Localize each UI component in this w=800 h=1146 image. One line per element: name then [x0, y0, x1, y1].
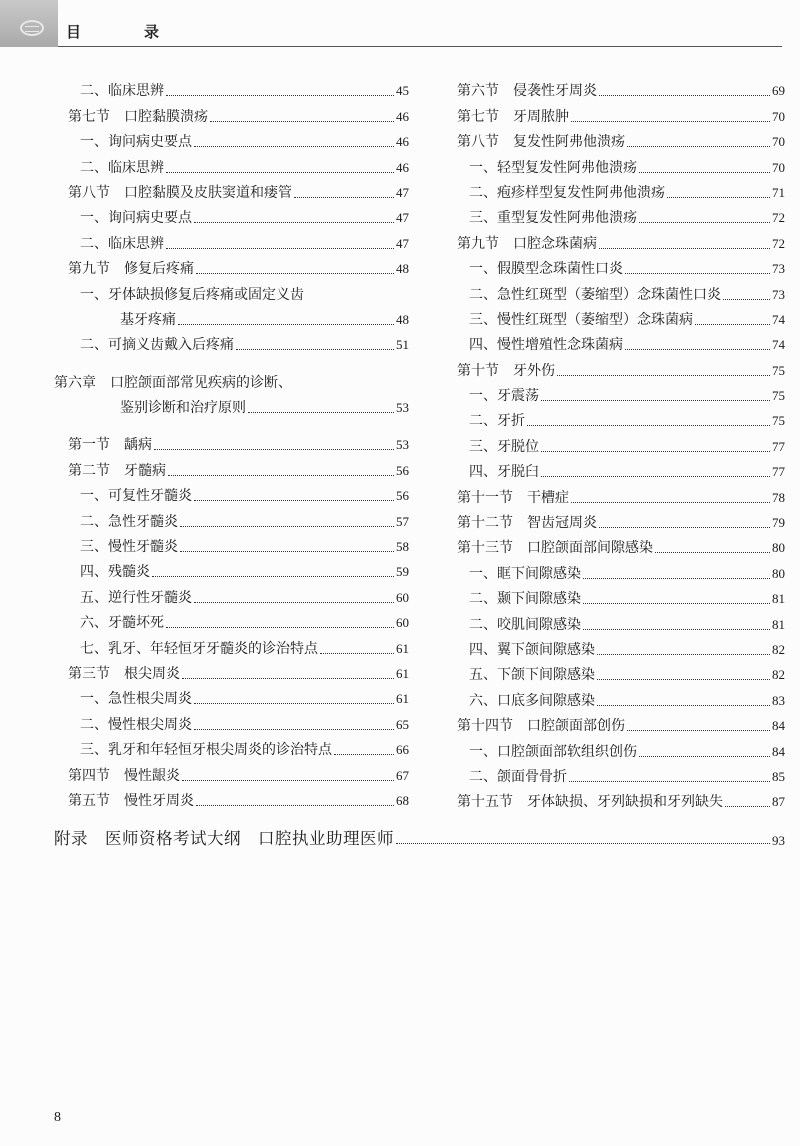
publisher-logo-icon [20, 20, 44, 36]
toc-entry[interactable] [54, 581, 409, 606]
toc-entry[interactable] [54, 151, 409, 176]
toc-entry[interactable] [54, 202, 409, 227]
toc-entry[interactable] [443, 151, 785, 176]
toc-entry[interactable] [54, 683, 409, 708]
toc-entry-page: 80 [772, 540, 785, 556]
toc-entry-title: 第九节 修复后疼痛 [68, 261, 194, 278]
toc-entry[interactable] [54, 632, 409, 657]
toc-leader-dots [599, 527, 770, 528]
toc-leader-dots [166, 627, 394, 628]
toc-entry-page: 67 [396, 767, 409, 783]
toc-entry[interactable] [443, 608, 785, 633]
toc-entry-title: 鉴别诊断和治疗原则 [120, 400, 246, 417]
toc-leader-dots [194, 146, 394, 147]
toc-entry-title: 一、询问病史要点 [80, 210, 192, 227]
toc-entry-title: 三、乳牙和年轻恒牙根尖周炎的诊治特点 [80, 742, 332, 759]
toc-entry-title: 第六章 口腔颌面部常见疾病的诊断、 [54, 374, 292, 391]
toc-entry[interactable] [443, 710, 785, 735]
toc-entry-title: 一、眶下间隙感染 [469, 565, 581, 582]
toc-leader-dots [294, 197, 394, 198]
toc-entry[interactable] [443, 557, 785, 582]
toc-entry-title: 第十二节 智齿冠周炎 [457, 515, 597, 532]
toc-entry[interactable] [54, 785, 409, 810]
header-band [0, 0, 58, 47]
page-header [0, 0, 800, 50]
toc-appendix-entry[interactable] [54, 825, 785, 849]
toc-entry[interactable] [54, 304, 409, 329]
toc-entry-page: 74 [772, 337, 785, 353]
toc-entry-title: 三、重型复发性阿弗他溃疡 [469, 210, 637, 227]
toc-leader-dots [639, 756, 770, 757]
toc-entry-title: 三、慢性红斑型（萎缩型）念珠菌病 [469, 311, 693, 328]
toc-entry-title: 附录 医师资格考试大纲 口腔执业助理医师 [54, 829, 394, 848]
toc-gap [54, 354, 409, 366]
toc-leader-dots [667, 197, 770, 198]
toc-entry-title: 第五节 慢性牙周炎 [68, 792, 194, 809]
toc-entry-title: 一、假膜型念珠菌性口炎 [469, 261, 623, 278]
toc-leader-dots [168, 475, 394, 476]
toc-entry-title: 第二节 牙髓病 [68, 462, 166, 479]
toc-entry-page: 75 [772, 388, 785, 404]
toc-leader-dots [599, 248, 770, 249]
toc-entry-title: 第十节 牙外伤 [457, 362, 555, 379]
toc-entry-title: 三、慢性牙髓炎 [80, 539, 178, 556]
toc-entry[interactable] [443, 380, 785, 405]
toc-entry[interactable] [54, 392, 409, 417]
toc-entry-title: 五、下颌下间隙感染 [469, 667, 595, 684]
toc-leader-dots [166, 172, 394, 173]
toc-entry-page: 51 [396, 337, 409, 353]
toc-entry-title: 第八节 口腔黏膜及皮肤窦道和瘘管 [68, 184, 292, 201]
toc-entry[interactable] [54, 531, 409, 556]
toc-entry-page: 77 [772, 438, 785, 454]
toc-entry-page: 53 [396, 437, 409, 453]
toc-leader-dots [182, 678, 394, 679]
toc-entry[interactable] [54, 429, 409, 454]
toc-entry[interactable] [54, 556, 409, 581]
toc-entry-title: 第四节 慢性龈炎 [68, 767, 180, 784]
toc-leader-dots [196, 805, 394, 806]
toc-leader-dots [597, 654, 770, 655]
toc-leader-dots [541, 476, 770, 477]
toc-entry-title: 一、急性根尖周炎 [80, 691, 192, 708]
toc-entry-title: 第十三节 口腔颌面部间隙感染 [457, 540, 653, 557]
toc-entry-title: 七、乳牙、年轻恒牙牙髓炎的诊治特点 [80, 640, 318, 657]
toc-entry-page: 47 [396, 235, 409, 251]
toc-leader-dots [180, 526, 394, 527]
toc-entry-page: 59 [396, 564, 409, 580]
toc-entry-page: 70 [772, 134, 785, 150]
toc-entry[interactable] [443, 481, 785, 506]
toc-leader-dots [320, 653, 394, 654]
toc-entry-title: 六、牙髓坏死 [80, 615, 164, 632]
toc-entry-page: 81 [772, 591, 785, 607]
toc-entry-title: 第三节 根尖周炎 [68, 665, 180, 682]
toc-entry[interactable] [54, 607, 409, 632]
toc-entry-page: 73 [772, 261, 785, 277]
toc-entry[interactable] [443, 430, 785, 455]
toc-entry-page: 82 [772, 667, 785, 683]
toc-entry-title: 四、残髓炎 [80, 564, 150, 581]
toc-leader-dots [557, 375, 770, 376]
toc-leader-dots [182, 780, 394, 781]
toc-entry[interactable] [443, 253, 785, 278]
toc-leader-dots [695, 324, 770, 325]
toc-leader-dots [194, 222, 394, 223]
toc-entry-title: 基牙疼痛 [120, 311, 176, 328]
toc-leader-dots [639, 222, 770, 223]
toc-entry-page: 69 [772, 83, 785, 99]
toc-entry[interactable] [443, 177, 785, 202]
toc-entry-page: 66 [396, 742, 409, 758]
toc-entry-page: 47 [396, 210, 409, 226]
toc-leader-dots [527, 425, 770, 426]
toc-leader-dots [194, 703, 394, 704]
toc-leader-dots [166, 95, 394, 96]
toc-leader-dots [248, 412, 394, 413]
toc-entry-title: 二、临床思辨 [80, 235, 164, 252]
toc-leader-dots [196, 273, 394, 274]
toc-entry-page: 79 [772, 515, 785, 531]
toc-entry[interactable] [54, 708, 409, 733]
toc-entry-title: 二、颌面骨骨折 [469, 768, 567, 785]
toc-leader-dots [194, 602, 394, 603]
toc-entry[interactable] [443, 126, 785, 151]
toc-entry[interactable] [54, 253, 409, 278]
toc-entry[interactable] [443, 634, 785, 659]
toc-entry[interactable] [443, 100, 785, 125]
toc-entry-page: 93 [772, 833, 785, 848]
toc-leader-dots [597, 705, 770, 706]
toc-entry-title: 二、咬肌间隙感染 [469, 616, 581, 633]
toc-entry-page: 87 [772, 794, 785, 810]
toc-entry-page: 74 [772, 311, 785, 327]
toc-entry[interactable] [443, 659, 785, 684]
toc-entry[interactable] [443, 227, 785, 252]
toc-entry-title: 二、急性牙髓炎 [80, 513, 178, 530]
toc-entry-page: 48 [396, 311, 409, 327]
toc-entry-title: 一、询问病史要点 [80, 134, 192, 151]
toc-entry[interactable] [443, 329, 785, 354]
toc-entry-title: 二、可摘义齿戴入后疼痛 [80, 337, 234, 354]
toc-entry-title: 四、翼下颌间隙感染 [469, 641, 595, 658]
toc-entry-page: 77 [772, 464, 785, 480]
toc-entry-page: 75 [772, 413, 785, 429]
toc-leader-dots [625, 273, 770, 274]
toc-entry-page: 82 [772, 641, 785, 657]
toc-leader-dots [180, 551, 394, 552]
header-title: 目 录 [66, 23, 184, 41]
toc-leader-dots [655, 552, 770, 553]
toc-entry[interactable] [443, 532, 785, 557]
toc-entry-title: 二、颞下间隙感染 [469, 591, 581, 608]
toc-entry-page: 56 [396, 488, 409, 504]
toc-entry[interactable] [54, 278, 409, 303]
toc-entry-title: 第七节 牙周脓肿 [457, 108, 569, 125]
toc-entry[interactable] [54, 100, 409, 125]
toc-entry[interactable] [54, 759, 409, 784]
toc-entry[interactable] [54, 126, 409, 151]
toc-entry-page: 78 [772, 489, 785, 505]
toc-entry-page: 73 [772, 286, 785, 302]
toc-entry-page: 71 [772, 184, 785, 200]
toc-entry[interactable] [443, 507, 785, 532]
toc-leader-dots [236, 349, 394, 350]
toc-entry-title: 二、牙折 [469, 413, 525, 430]
toc-entry-title: 第十五节 牙体缺损、牙列缺损和牙列缺失 [457, 794, 723, 811]
toc-leader-dots [599, 95, 770, 96]
toc-entry[interactable] [443, 354, 785, 379]
toc-entry[interactable] [443, 278, 785, 303]
toc-leader-dots [334, 754, 394, 755]
toc-leader-dots [627, 730, 770, 731]
toc-leader-dots [571, 121, 770, 122]
toc-entry-title: 二、临床思辨 [80, 159, 164, 176]
toc-entry[interactable] [443, 735, 785, 760]
toc-entry-page: 47 [396, 184, 409, 200]
toc-leader-dots [639, 172, 770, 173]
toc-entry-title: 第一节 龋病 [68, 437, 152, 454]
toc-entry-title: 一、牙震荡 [469, 388, 539, 405]
toc-entry[interactable] [443, 786, 785, 811]
toc-entry-page: 72 [772, 210, 785, 226]
toc-leader-dots [210, 121, 394, 122]
toc-leader-dots [152, 576, 394, 577]
toc-entry-page: 46 [396, 108, 409, 124]
toc-entry[interactable] [443, 761, 785, 786]
toc-entry[interactable] [54, 177, 409, 202]
toc-entry-page: 61 [396, 691, 409, 707]
header-rule [58, 46, 782, 47]
toc-entry-page: 84 [772, 743, 785, 759]
toc-leader-dots [625, 349, 770, 350]
toc-entry-title: 四、牙脱臼 [469, 464, 539, 481]
toc-entry-title: 第八节 复发性阿弗他溃疡 [457, 134, 625, 151]
toc-entry[interactable] [443, 583, 785, 608]
toc-entry[interactable] [54, 366, 409, 391]
toc-leader-dots [178, 324, 394, 325]
toc-entry-page: 57 [396, 513, 409, 529]
toc-leader-dots [597, 679, 770, 680]
toc-leader-dots [166, 248, 394, 249]
toc-leader-dots [571, 502, 770, 503]
page-number: 8 [54, 1110, 61, 1125]
toc-entry-title: 二、慢性根尖周炎 [80, 716, 192, 733]
toc-entry-title: 三、牙脱位 [469, 438, 539, 455]
toc-leader-dots [627, 146, 770, 147]
toc-entry-title: 一、可复性牙髓炎 [80, 488, 192, 505]
toc-entry-page: 61 [396, 665, 409, 681]
toc-leader-dots [583, 578, 770, 579]
toc-entry-title: 二、急性红斑型（萎缩型）念珠菌性口炎 [469, 286, 721, 303]
toc-entry[interactable] [54, 658, 409, 683]
toc-entry-page: 70 [772, 108, 785, 124]
toc-entry-page: 80 [772, 565, 785, 581]
toc-entry-title: 第十一节 干槽症 [457, 489, 569, 506]
toc-entry-page: 85 [772, 768, 785, 784]
toc-right-column [443, 75, 785, 811]
toc-entry-page: 65 [396, 716, 409, 732]
toc-entry-title: 二、临床思辨 [80, 83, 164, 100]
toc-entry[interactable] [443, 456, 785, 481]
toc-entry-page: 84 [772, 718, 785, 734]
toc-leader-dots [154, 449, 394, 450]
toc-entry-title: 一、牙体缺损修复后疼痛或固定义齿 [80, 286, 304, 303]
toc-leader-dots [583, 629, 770, 630]
toc-leader-dots [194, 500, 394, 501]
toc-entry-page: 70 [772, 159, 785, 175]
toc-entry-page: 68 [396, 792, 409, 808]
toc-entry[interactable] [443, 684, 785, 709]
toc-entry-page: 60 [396, 615, 409, 631]
toc-leader-dots [396, 843, 770, 844]
toc-entry-page: 83 [772, 692, 785, 708]
toc-entry-title: 第十四节 口腔颌面部创伤 [457, 718, 625, 735]
toc-entry[interactable] [443, 405, 785, 430]
toc-entry-page: 58 [396, 539, 409, 555]
toc-entry-page: 60 [396, 589, 409, 605]
toc-gap [54, 417, 409, 429]
toc-entry-title: 一、口腔颌面部软组织创伤 [469, 743, 637, 760]
toc-entry[interactable] [443, 202, 785, 227]
toc-entry[interactable] [54, 454, 409, 479]
toc-entry-page: 61 [396, 640, 409, 656]
toc-leader-dots [194, 729, 394, 730]
toc-entry[interactable] [54, 505, 409, 530]
toc-entry-title: 一、轻型复发性阿弗他溃疡 [469, 159, 637, 176]
toc-leader-dots [569, 781, 770, 782]
toc-entry-title: 第九节 口腔念珠菌病 [457, 235, 597, 252]
toc-entry[interactable] [54, 227, 409, 252]
toc-entry-title: 五、逆行性牙髓炎 [80, 589, 192, 606]
toc-entry-title: 四、慢性增殖性念珠菌病 [469, 337, 623, 354]
toc-entry-title: 六、口底多间隙感染 [469, 692, 595, 709]
toc-entry[interactable] [54, 75, 409, 100]
toc-entry-page: 72 [772, 235, 785, 251]
toc-entry-page: 46 [396, 134, 409, 150]
toc-entry-title: 二、疱疹样型复发性阿弗他溃疡 [469, 184, 665, 201]
toc-entry-page: 53 [396, 400, 409, 416]
toc-entry-page: 56 [396, 462, 409, 478]
toc-entry[interactable] [54, 329, 409, 354]
toc-entry-page: 45 [396, 83, 409, 99]
toc-leader-dots [723, 299, 770, 300]
toc-entry[interactable] [443, 75, 785, 100]
toc-entry[interactable] [54, 480, 409, 505]
toc-entry-page: 48 [396, 261, 409, 277]
toc-entry-title: 第六节 侵袭性牙周炎 [457, 83, 597, 100]
toc-entry-page: 75 [772, 362, 785, 378]
toc-entry-page: 46 [396, 159, 409, 175]
toc-leader-dots [583, 603, 770, 604]
toc-leader-dots [541, 400, 770, 401]
toc-leader-dots [725, 806, 770, 807]
toc-entry[interactable] [443, 304, 785, 329]
toc-leader-dots [541, 451, 770, 452]
toc-entry-page: 81 [772, 616, 785, 632]
toc-left-column [54, 75, 409, 810]
toc-entry[interactable] [54, 734, 409, 759]
toc-entry-title: 第七节 口腔黏膜溃疡 [68, 108, 208, 125]
